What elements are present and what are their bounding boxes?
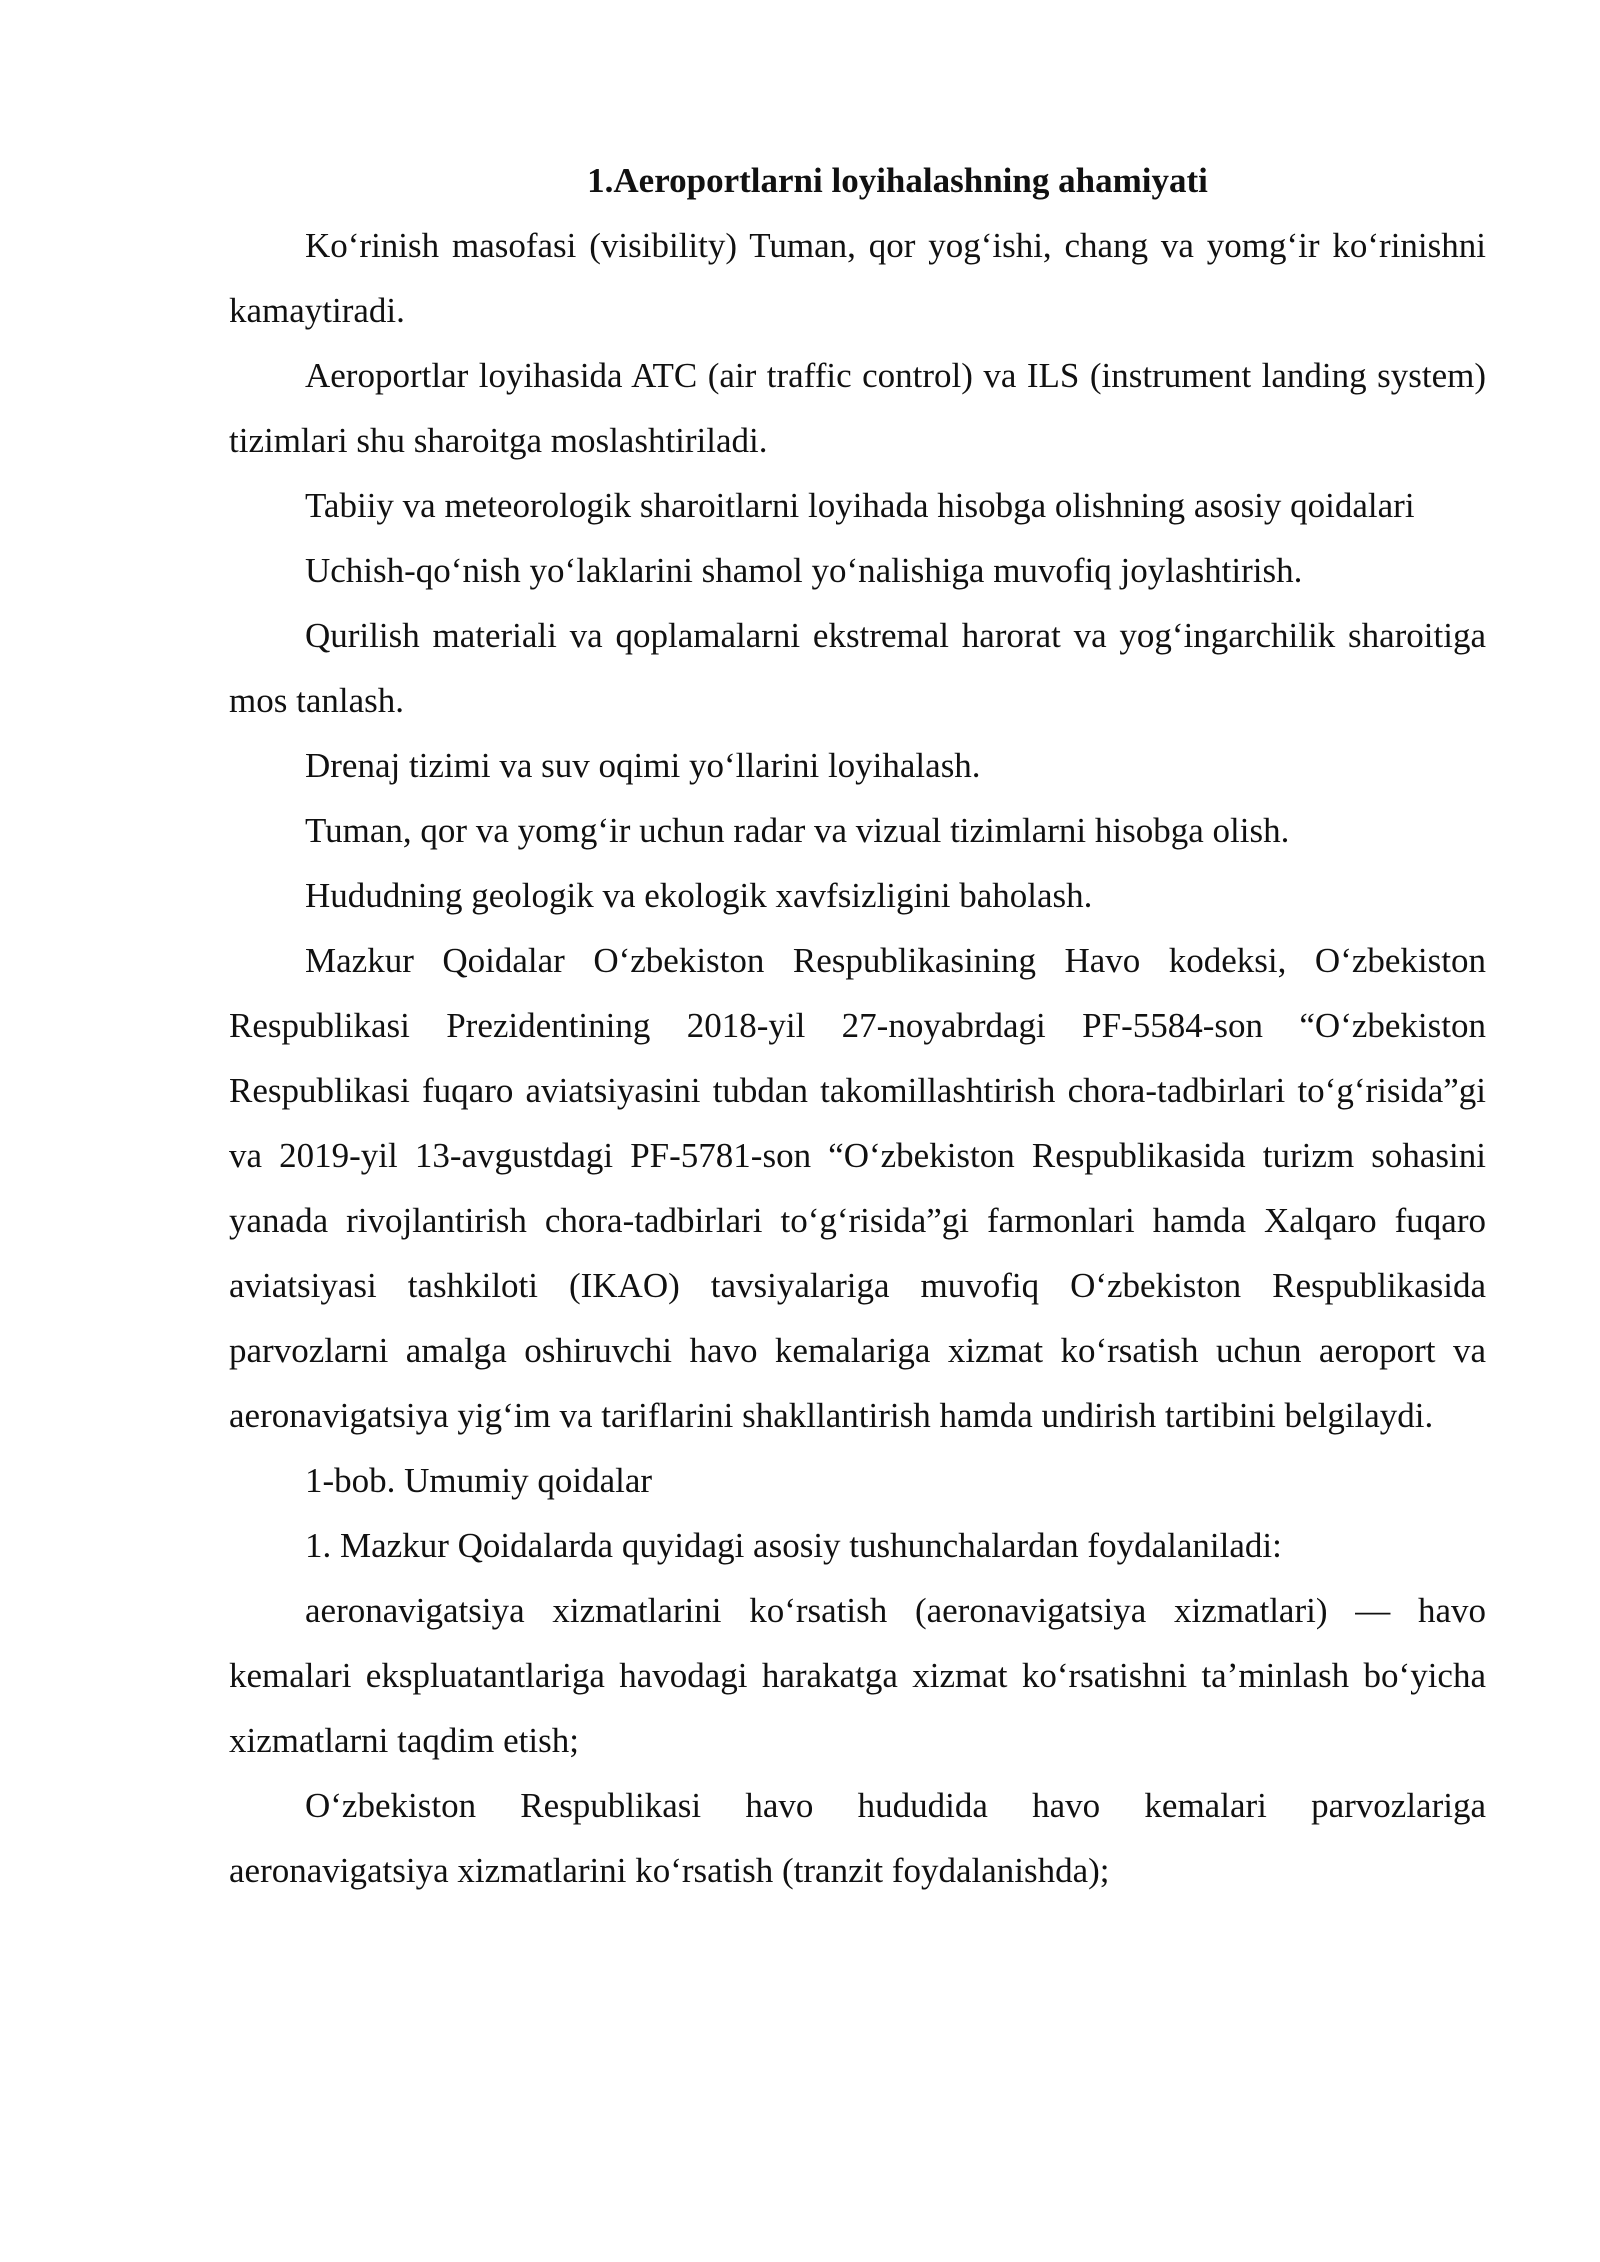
paragraph-transit: Oʻzbekiston Respublikasi havo hududida havo kemalari parvozlariga aeronavigatsiya xizmatlarini koʻrsatish (tranzit foydalanishda);	[229, 1786, 1486, 1890]
paragraph-geology: Hududning geologik va ekologik xavfsizligini baholash.	[305, 876, 1093, 915]
paragraph-radar: Tuman, qor va yomgʻir uchun radar va vizual tizimlarni hisobga olish.	[305, 811, 1290, 850]
paragraph-definitions-intro: 1. Mazkur Qoidalarda quyidagi asosiy tushunchalardan foydalaniladi:	[305, 1526, 1282, 1565]
paragraph-visibility: Koʻrinish masofasi (visibility) Tuman, qor yogʻishi, chang va yomgʻir koʻrinishni kamaytiradi.	[229, 226, 1486, 330]
paragraph-aeronav-services: aeronavigatsiya xizmatlarini koʻrsatish (aeronavigatsiya xizmatlari) — havo kemalari ekspluatantlariga havodagi harakatga xizmat koʻrsatishni taʼminlash boʻyicha xizmatlarni taqdim etish;	[229, 1591, 1486, 1760]
paragraph-atc-ils: Aeroportlar loyihasida ATC (air traffic control) va ILS (instrument landing system) tizimlari shu sharoitga moslashtiriladi.	[229, 356, 1486, 460]
paragraph-rules-basis: Mazkur Qoidalar Oʻzbekiston Respublikasining Havo kodeksi, Oʻzbekiston Respublikasi Prezidentining 2018-yil 27-noyabrdagi PF-5584-son “Oʻzbekiston Respublikasi fuqaro aviatsiyasini tubdan takomillashtirish chora-tadbirlari toʻgʻrisida”gi va 2019-yil 13-avgustdagi PF-5781-son “Oʻzbekiston Respublikasida turizm sohasini yanada rivojlantirish chora-tadbirlari toʻgʻrisida”gi farmonlari hamda Xalqaro fuqaro aviatsiyasi tashkiloti (IKAO) tavsiyalariga muvofiq Oʻzbekiston Respublikasida parvozlarni amalga oshiruvchi havo kemalariga xizmat koʻrsatish uchun aeroport va aeronavigatsiya yigʻim va tariflarini shakllantirish hamda undirish tartibini belgilaydi.	[229, 941, 1486, 1435]
paragraph-materials: Qurilish materiali va qoplamalarni ekstremal harorat va yogʻingarchilik sharoitiga mos tanlash.	[229, 616, 1486, 720]
paragraph-runway-wind: Uchish-qoʻnish yoʻlaklarini shamol yoʻnalishiga muvofiq joylashtirish.	[305, 551, 1303, 590]
paragraph-rules-heading: Tabiiy va meteorologik sharoitlarni loyihada hisobga olishning asosiy qoidalari	[305, 486, 1415, 525]
chapter-heading: 1-bob. Umumiy qoidalar	[305, 1461, 653, 1500]
document-page	[229, 148, 1486, 1903]
paragraph-drainage: Drenaj tizimi va suv oqimi yoʻllarini loyihalash.	[305, 746, 981, 785]
document-title: 1.Aeroportlarni loyihalashning ahamiyati	[587, 161, 1208, 200]
